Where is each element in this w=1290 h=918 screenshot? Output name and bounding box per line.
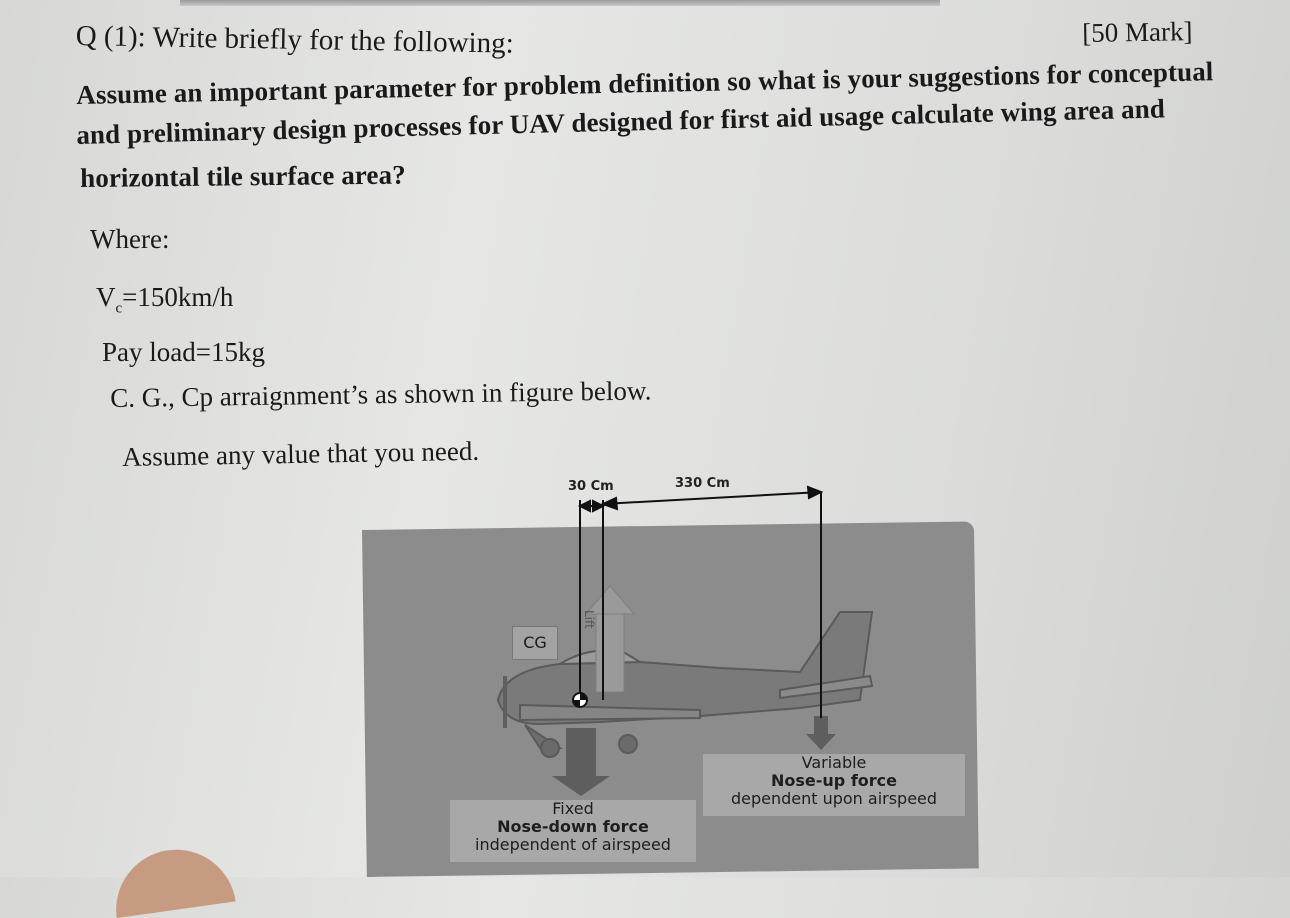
assume-line: Assume any value that you need. — [122, 435, 480, 472]
paragraph-line-1: Assume an important parameter for problem definition so what is your suggestions for conceptual — [76, 56, 1214, 110]
wheel-right — [619, 735, 637, 753]
fixed-line-3: independent of airspeed — [475, 835, 671, 854]
cg-label: CG — [512, 626, 558, 660]
question-title: Q (1): Write briefly for the following: — [75, 20, 514, 60]
payload-line: Pay load=15kg — [102, 337, 265, 367]
fixed-line-1: Fixed — [552, 799, 594, 818]
paragraph-line-3: horizontal tile surface area? — [80, 159, 406, 193]
lift-label: Lift — [582, 610, 596, 629]
vc-value: =150km/h — [122, 282, 234, 312]
cg-marker-icon — [573, 693, 587, 707]
question-marks: [50 Mark] — [1082, 16, 1193, 48]
where-label: Where: — [90, 224, 170, 254]
dim-30-arrow — [580, 501, 603, 511]
vc-subscript: c — [115, 300, 123, 317]
dim-330-label: 330 Cm — [675, 476, 730, 491]
dim-30-label: 30 Cm — [568, 479, 614, 494]
fixed-line-2: Nose-down force — [497, 817, 649, 836]
variable-line-1: Variable — [801, 753, 867, 772]
vc-symbol: V — [96, 282, 116, 312]
variable-force-label — [703, 754, 965, 816]
paragraph-line-2: and preliminary design processes for UAV designed for first aid usage calculate wing area and — [76, 93, 1166, 150]
nose-down-arrow — [552, 728, 610, 796]
variable-line-2: Nose-up force — [771, 771, 897, 790]
cg-cp-line: C. G., Cp arraignment’s as shown in figure below. — [110, 375, 652, 413]
variable-line-3: dependent upon airspeed — [730, 789, 938, 808]
fixed-force-label — [450, 800, 696, 862]
wheel-left — [541, 739, 559, 757]
tail-force-arrow — [806, 716, 836, 750]
